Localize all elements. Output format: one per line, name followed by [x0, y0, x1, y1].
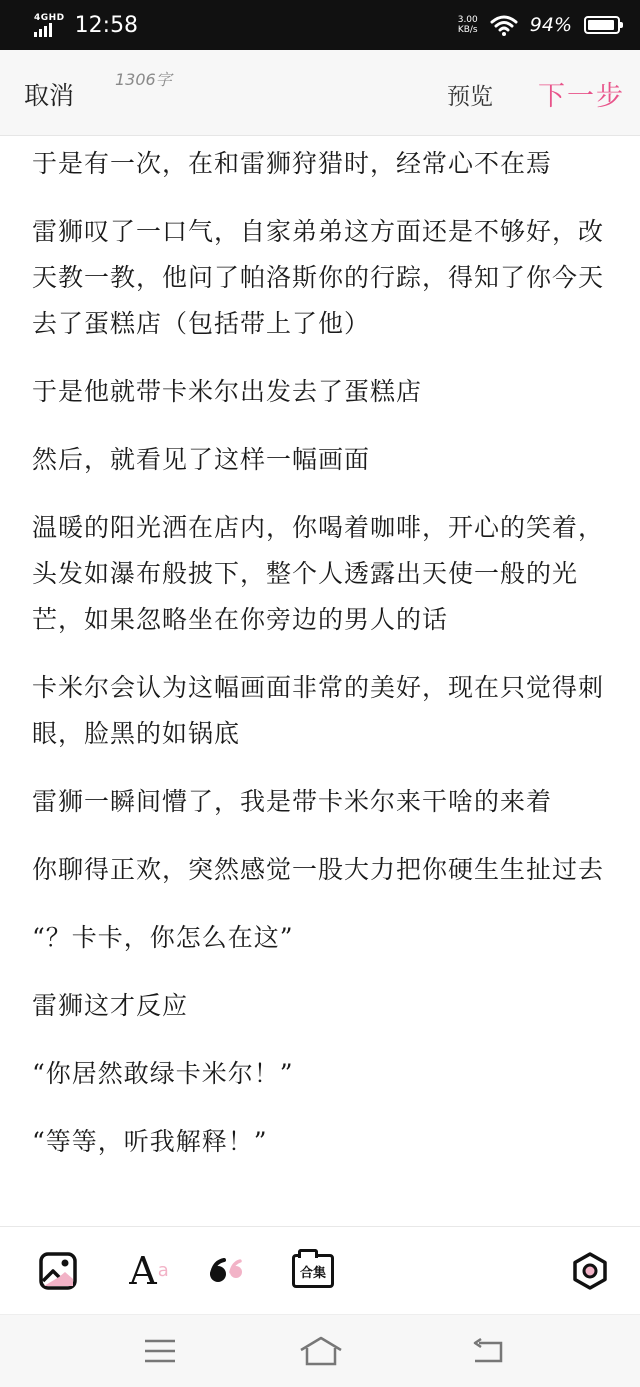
home-button[interactable] — [298, 1333, 344, 1369]
font-style-button[interactable] — [118, 1249, 168, 1293]
collection-icon — [292, 1254, 334, 1288]
paragraph[interactable]: “？卡卡，你怎么在这” — [32, 923, 294, 952]
home-icon — [298, 1335, 344, 1367]
paragraph[interactable]: 温暖的阳光洒在店内，你喝着咖啡，开心的笑着，头发如瀑布般披下，整个人透露出天使一般的光芒，如果忽略坐在你旁边的男人的话 — [32, 513, 605, 634]
paragraph[interactable]: 于是有一次，在和雷狮狩猎时，经常心不在焉 — [32, 149, 553, 178]
battery-fill — [588, 20, 614, 30]
status-right — [458, 14, 620, 36]
quote-icon — [205, 1254, 249, 1288]
speed-value: 3.00 — [457, 15, 478, 25]
font-icon — [129, 1249, 169, 1293]
network-speed — [458, 15, 478, 35]
menu-button[interactable] — [140, 1333, 180, 1369]
editor-content[interactable] — [0, 137, 640, 1225]
cancel-button[interactable]: 取消 — [24, 81, 75, 110]
font-icon-letter: A — [129, 1249, 157, 1293]
speed-unit: KB/s — [457, 25, 478, 35]
system-nav-bar — [0, 1314, 640, 1387]
editor-toolbar — [0, 1226, 640, 1314]
paragraph[interactable]: 雷狮一瞬间懵了，我是带卡米尔来干啥的来着 — [32, 787, 553, 816]
image-icon — [38, 1251, 78, 1291]
signal-icon — [34, 23, 52, 37]
network-type: 4GHD — [34, 13, 65, 23]
status-bar — [0, 0, 640, 50]
collection-button[interactable] — [290, 1249, 336, 1293]
preview-button[interactable]: 预览 — [447, 84, 493, 110]
clock: 12:58 — [74, 12, 139, 38]
menu-icon — [143, 1338, 177, 1364]
paragraph[interactable]: 然后，就看见了这样一幅画面 — [32, 445, 371, 474]
next-step-button[interactable]: 下一步 — [538, 81, 625, 112]
paragraph[interactable]: 雷狮这才反应 — [32, 991, 189, 1020]
wifi-icon — [490, 14, 518, 36]
insert-image-button[interactable] — [36, 1249, 80, 1293]
network-indicator — [34, 13, 65, 37]
paragraph[interactable]: 雷狮叹了一口气，自家弟弟这方面还是不够好，改天教一教，他问了帕洛斯你的行踪，得知了你今天去了蛋糕店（包括带上了他） — [32, 217, 605, 338]
quote-button[interactable] — [204, 1249, 250, 1293]
back-button[interactable] — [468, 1333, 508, 1369]
paragraph[interactable]: 于是他就带卡米尔出发去了蛋糕店 — [32, 377, 423, 406]
settings-icon — [570, 1251, 610, 1291]
word-count: 1306字 — [115, 70, 172, 89]
paragraph[interactable]: “你居然敢绿卡米尔！” — [32, 1059, 294, 1088]
editor-header — [0, 50, 640, 136]
battery-icon — [584, 16, 620, 34]
paragraph[interactable]: 你聊得正欢，突然感觉一股大力把你硬生生扯过去 — [32, 855, 605, 884]
paragraph[interactable]: “等等，听我解释！” — [32, 1127, 268, 1156]
paragraph[interactable]: 卡米尔会认为这幅画面非常的美好，现在只觉得刺眼，脸黑的如锅底 — [32, 673, 605, 748]
back-icon — [471, 1337, 505, 1365]
collection-label: 合集 — [299, 1265, 326, 1281]
font-icon-small-letter: a — [157, 1260, 169, 1281]
battery-percent: 94% — [529, 14, 572, 36]
settings-button[interactable] — [568, 1249, 612, 1293]
